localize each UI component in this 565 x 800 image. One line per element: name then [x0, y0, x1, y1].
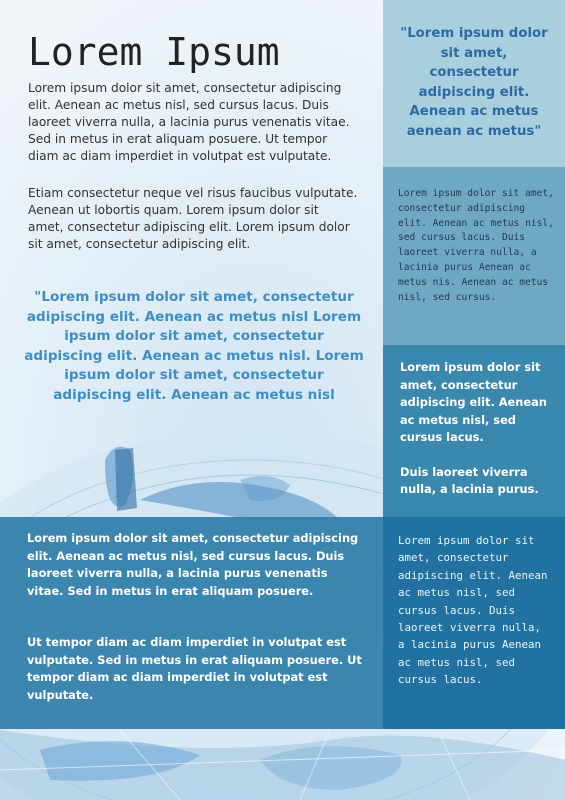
band-paragraph-2: Ut tempor diam ac diam imperdiet in volutpat est vulputate. Sed in metus in erat aliquam posuere. Ut tempor diam ac diam imperdiet in volutpat est vulputate.: [27, 635, 362, 702]
body-paragraph-1: Lorem ipsum dolor sit amet, consectetur adipiscing elit. Aenean ac metus nisl, sed cursus lacus. Duis laoreet viverra nulla, a lacinia purus venenatis vitae. Sed in metus in erat aliquam posuere. Ut tempor diam ac diam imperdiet in volutpat est vulputate.: [28, 81, 350, 163]
sidebar-mono-panel-2: [383, 517, 565, 729]
sidebar-bold-text-2: Duis laoreet viverra nulla, a lacinia purus.: [400, 464, 539, 496]
sidebar-quote-panel: [383, 0, 565, 167]
page-title: Lorem Ipsum: [28, 30, 280, 74]
sidebar-mono-panel: [383, 167, 565, 345]
sidebar-mono-text: Lorem ipsum dolor sit amet, consectetur adipiscing elit. Aenean ac metus nisl, sed cursus lacus. Duis laoreet viverra nulla, a lacinia purus Aenean ac metus nis. Aenean ac metus nisl, sed cursus.: [398, 188, 554, 303]
pull-quote: "Lorem ipsum dolor sit amet, consectetur adipiscing elit. Aenean ac metus nisl Lorem ipsum dolor sit amet, consectetur adipiscing elit. Aenean ac metus nisl. Lorem ipsum dolor sit amet, consectetur adipiscing elit. Aenean ac metus nisl: [24, 289, 364, 403]
band-paragraph-1: Lorem ipsum dolor sit amet, consectetur adipiscing elit. Aenean ac metus nisl, sed cursus lacus. Duis laoreet viverra nulla, a lacinia purus venenatis vitae. Sed in metus in erat aliquam posuere.: [27, 531, 359, 598]
sidebar-bold-text-1: Lorem ipsum dolor sit amet, consectetur adipiscing elit. Aenean ac metus nisl, sed cursus lacus.: [400, 360, 547, 444]
sidebar-mono-text-2: Lorem ipsum dolor sit amet, consectetur adipiscing elit. Aenean ac metus nisl, sed cursus lacus. Duis laoreet viverra nulla, a lacinia purus Aenean ac metus nisl, sed cursus lacus.: [398, 534, 548, 687]
sidebar-bold-panel: [383, 345, 565, 517]
sidebar-quote: "Lorem ipsum dolor sit amet, consectetur adipiscing elit. Aenean ac metus aenean ac metus": [400, 26, 548, 139]
body-paragraph-2: Etiam consectetur neque vel risus faucibus vulputate. Aenean ut lobortis quam. Lorem ipsum dolor sit amet, consectetur adipiscing elit. Lorem ipsum dolor sit amet, consectetur adipiscing elit.: [28, 186, 358, 251]
